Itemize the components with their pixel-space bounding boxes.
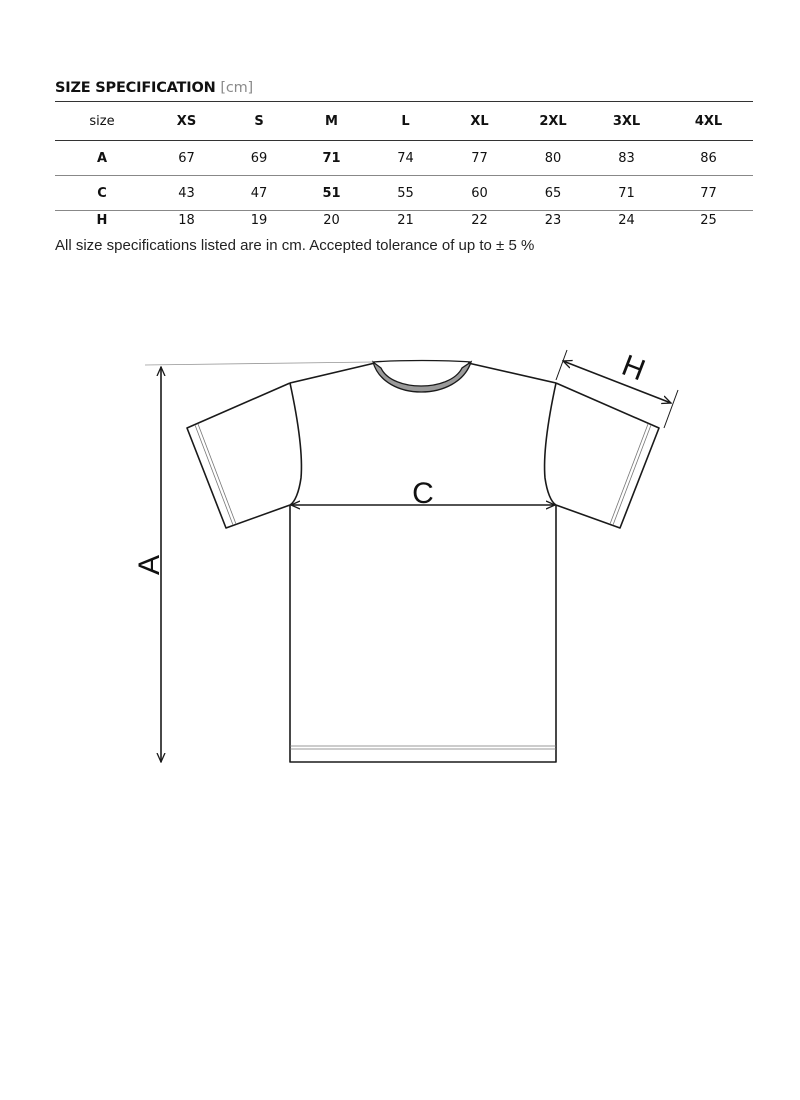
header-size-4xl: 4XL (694, 113, 723, 129)
tshirt-outline (187, 363, 659, 762)
dimension-a-extension (145, 362, 373, 365)
table-cell: 22 (471, 213, 488, 228)
table-cell: 47 (250, 185, 268, 201)
right-armhole (545, 383, 556, 505)
table-cell: 24 (618, 213, 635, 228)
row-label-c: C (97, 185, 107, 201)
dimension-a (133, 362, 373, 762)
header-size-3xl: 3XL (612, 113, 641, 129)
table-cell: 25 (700, 213, 717, 228)
table-cell: 55 (397, 185, 414, 201)
left-sleeve (187, 383, 290, 528)
table-cell: 43 (178, 185, 195, 201)
dimension-a-label: A (133, 554, 166, 576)
dimension-h-arrow (563, 361, 671, 403)
table-cell: 71 (618, 185, 635, 201)
spec-title-unit: [cm] (220, 80, 253, 96)
table-cell: 60 (471, 185, 488, 201)
table-cell: 21 (397, 213, 414, 228)
collar (373, 362, 471, 392)
row-label-a: A (96, 150, 108, 166)
dimension-c-label: C (412, 477, 434, 510)
left-shoulder (290, 363, 375, 383)
table-cell: 71 (322, 150, 341, 166)
tolerance-note: All size specifications listed are in cm. Accepted tolerance of up to ± 5 % (55, 237, 535, 254)
header-size-s: S (254, 113, 264, 129)
dimension-h-extension-bottom (664, 390, 678, 428)
header-size-xs: XS (176, 113, 197, 129)
table-cell: 83 (618, 150, 635, 166)
dimension-c (291, 477, 555, 510)
header-size-xl: XL (470, 113, 489, 129)
table-cell: 23 (544, 213, 562, 228)
bottom-hem-stitching (290, 746, 556, 749)
header-size-label: size (89, 113, 115, 129)
collar-top-edge (373, 361, 471, 363)
header-size-2xl: 2XL (539, 113, 567, 129)
spec-title-text: SIZE SPECIFICATION (55, 80, 216, 96)
table-cell: 20 (323, 213, 340, 228)
header-size-m: M (325, 113, 338, 129)
table-cell: 65 (544, 185, 562, 201)
table-cell: 51 (322, 185, 341, 201)
dimension-h-label: H (617, 348, 650, 388)
table-cell: 80 (544, 150, 562, 166)
table-cell: 19 (250, 213, 268, 228)
right-sleeve (556, 383, 659, 528)
right-shoulder (468, 363, 556, 383)
table-cell: 67 (178, 150, 195, 166)
row-label-h: H (96, 213, 108, 228)
dimension-h (556, 349, 678, 428)
dimension-h-extension-top (556, 350, 567, 380)
left-armhole (290, 383, 301, 505)
body-outline (290, 505, 556, 762)
header-size-l: L (401, 113, 410, 129)
table-cell: 18 (178, 213, 195, 228)
table-cell: 86 (700, 150, 717, 166)
table-cell: 77 (700, 185, 717, 201)
table-cell: 74 (397, 150, 414, 166)
table-cell: 77 (471, 150, 488, 166)
table-cell: 69 (250, 150, 268, 166)
